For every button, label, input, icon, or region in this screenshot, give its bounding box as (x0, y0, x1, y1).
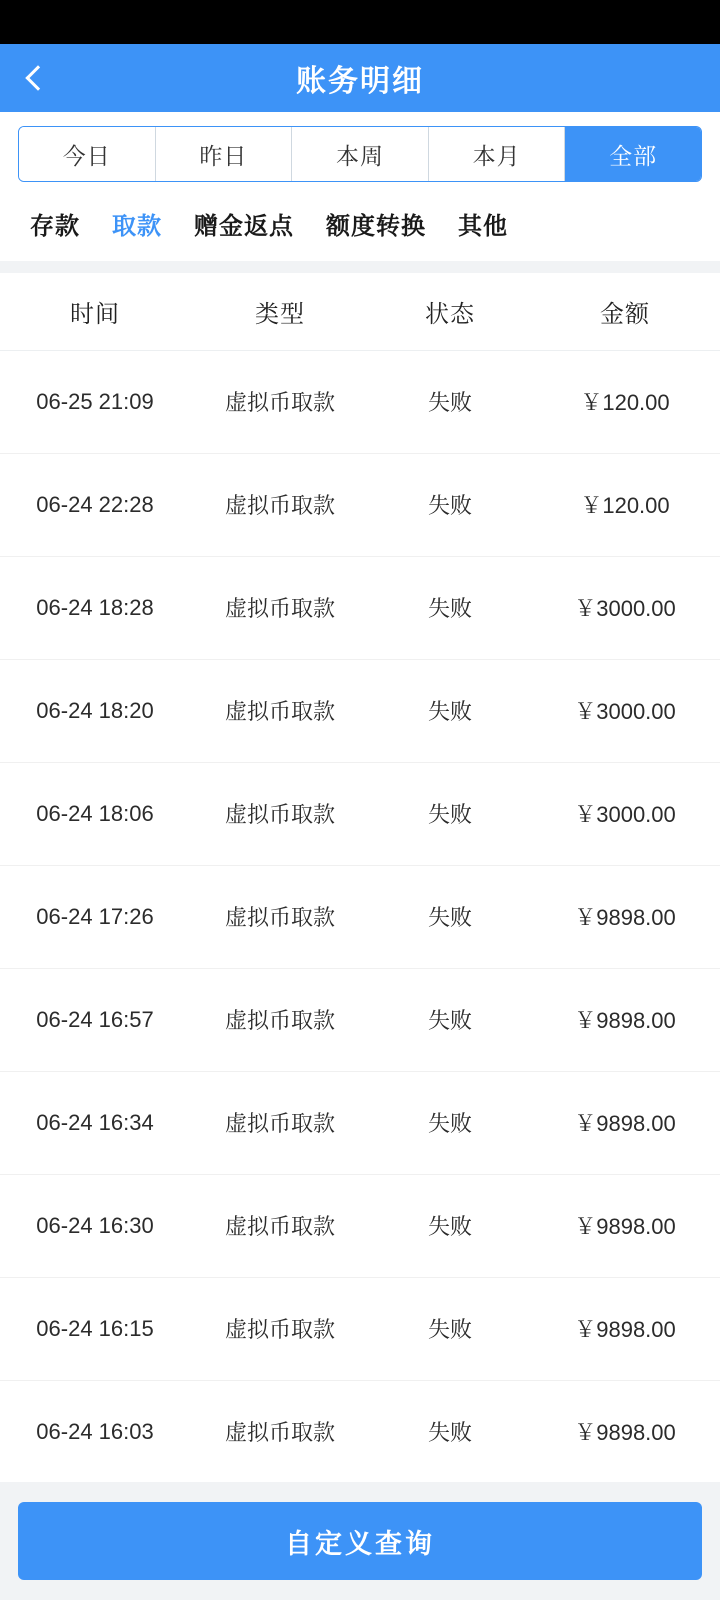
cell-type: 虚拟币取款 (224, 1214, 335, 1240)
transaction-list[interactable] (0, 351, 720, 1482)
table-row[interactable] (0, 1381, 720, 1482)
table-row[interactable] (0, 454, 720, 557)
table-row[interactable] (0, 660, 720, 763)
table-row[interactable] (0, 969, 720, 1072)
cell-amount: ￥9898.00 (574, 1008, 676, 1034)
cell-type: 虚拟币取款 (224, 905, 335, 931)
status-badge: 失败 (427, 1214, 472, 1240)
table-row[interactable] (0, 866, 720, 969)
status-badge: 失败 (427, 596, 472, 622)
range-option-today[interactable]: 今日 (19, 127, 156, 181)
status-badge: 失败 (427, 1420, 472, 1446)
section-divider (0, 261, 720, 273)
cell-time: 06-24 16:30 (36, 1212, 154, 1238)
cell-type: 虚拟币取款 (224, 802, 335, 828)
range-option-all[interactable]: 全部 (565, 127, 701, 181)
cell-amount: ￥9898.00 (574, 1214, 676, 1240)
cell-type: 虚拟币取款 (224, 1317, 335, 1343)
cell-time: 06-24 16:03 (36, 1418, 154, 1444)
chevron-left-icon (25, 65, 50, 90)
status-badge: 失败 (427, 905, 472, 931)
range-option-yesterday[interactable]: 昨日 (156, 127, 293, 181)
cell-amount: ￥9898.00 (574, 1420, 676, 1446)
cell-type: 虚拟币取款 (224, 699, 335, 725)
cell-time: 06-25 21:09 (36, 388, 154, 414)
column-header-time: 时间 (70, 300, 120, 328)
status-badge: 失败 (427, 699, 472, 725)
status-badge: 失败 (427, 1008, 472, 1034)
cell-amount: ￥9898.00 (574, 1317, 676, 1343)
cell-amount: ￥3000.00 (574, 802, 676, 828)
cell-time: 06-24 18:06 (36, 800, 154, 826)
status-badge: 失败 (427, 802, 472, 828)
range-segmented-control (18, 126, 702, 182)
tab-other[interactable]: 其他 (458, 213, 508, 240)
cell-time: 06-24 16:34 (36, 1109, 154, 1135)
cell-amount: ￥3000.00 (574, 596, 676, 622)
table-row[interactable] (0, 763, 720, 866)
cell-type: 虚拟币取款 (224, 493, 335, 519)
tab-credit-transfer[interactable]: 额度转换 (326, 213, 426, 240)
cell-time: 06-24 16:57 (36, 1006, 154, 1032)
tab-bonus-rebate[interactable]: 赠金返点 (194, 213, 294, 240)
table-row[interactable] (0, 557, 720, 660)
cell-type: 虚拟币取款 (224, 596, 335, 622)
cell-type: 虚拟币取款 (224, 390, 335, 416)
cell-type: 虚拟币取款 (224, 1420, 335, 1446)
custom-query-button[interactable]: 自定义查询 (18, 1502, 702, 1580)
table-row[interactable] (0, 1072, 720, 1175)
status-badge: 失败 (427, 1111, 472, 1137)
range-filter (0, 112, 720, 192)
column-header-amount: 金额 (600, 300, 650, 328)
column-header-status: 状态 (425, 300, 475, 328)
cell-time: 06-24 22:28 (36, 491, 154, 517)
cell-time: 06-24 16:15 (36, 1315, 154, 1341)
cell-amount: ￥9898.00 (574, 905, 676, 931)
table-header (0, 273, 720, 351)
footer-bar (0, 1482, 720, 1600)
cell-type: 虚拟币取款 (224, 1111, 335, 1137)
page-header (0, 44, 720, 112)
range-option-this-month[interactable]: 本月 (429, 127, 566, 181)
page-title: 账务明细 (296, 65, 424, 98)
status-badge: 失败 (427, 390, 472, 416)
cell-time: 06-24 17:26 (36, 903, 154, 929)
category-tabs (0, 192, 720, 261)
tab-deposit[interactable]: 存款 (30, 213, 80, 240)
cell-amount: ￥120.00 (580, 390, 670, 416)
status-badge: 失败 (427, 493, 472, 519)
cell-amount: ￥3000.00 (574, 699, 676, 725)
table-row[interactable] (0, 351, 720, 454)
cell-time: 06-24 18:28 (36, 594, 154, 620)
status-badge: 失败 (427, 1317, 472, 1343)
back-button[interactable] (0, 44, 70, 112)
tab-withdraw[interactable]: 取款 (112, 213, 162, 240)
range-option-this-week[interactable]: 本周 (292, 127, 429, 181)
cell-amount: ￥120.00 (580, 493, 670, 519)
cell-time: 06-24 18:20 (36, 697, 154, 723)
cell-type: 虚拟币取款 (224, 1008, 335, 1034)
table-row[interactable] (0, 1175, 720, 1278)
table-row[interactable] (0, 1278, 720, 1381)
column-header-type: 类型 (255, 300, 305, 328)
status-bar (0, 0, 720, 44)
cell-amount: ￥9898.00 (574, 1111, 676, 1137)
